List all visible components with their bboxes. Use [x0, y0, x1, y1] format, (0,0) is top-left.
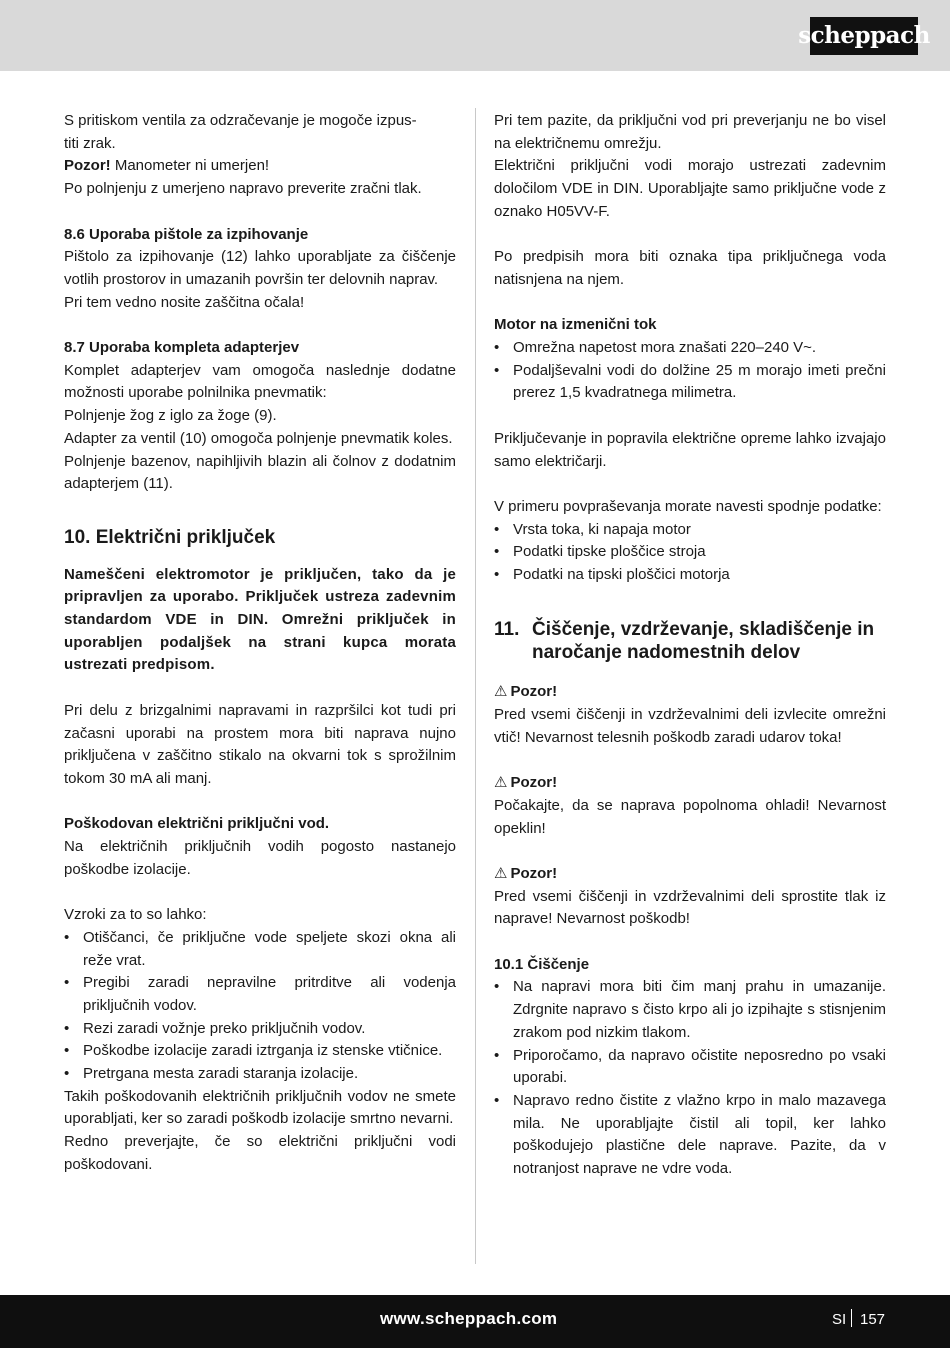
section-8-6-text: Pištolo za izpihovanje (12) lahko uporabljate za čiščenje votlih prostorov in umazanih površin ter delovnih naprav.	[64, 248, 456, 288]
list-item: • Podatki na tipski ploščici motorja	[494, 564, 886, 587]
cable-marking-text: Po predpisih mora biti oznaka tipa priključnega voda natisnjena na njem.	[494, 248, 886, 288]
list-item: • Na napravi mora biti čim manj prahu in umazanije. Zdrgnite napravo s čisto krpo ali jo izpihajte s stisnjenim zrakom pod nizkim tlakom.	[494, 976, 886, 1044]
list-item: • Podatki tipske ploščice stroja	[494, 541, 886, 564]
section-11-number: 11.	[494, 619, 520, 641]
list-item: • Rezi zaradi vožnje preko priključnih vodov.	[64, 1018, 456, 1041]
section-11-title	[494, 618, 886, 664]
page-number: 157	[860, 1311, 886, 1328]
ac-motor-title: Motor na izmenični tok	[494, 316, 657, 334]
check-cables-text: Redno preverjajte, če so električni priključni vodi poškodovani.	[64, 1133, 456, 1173]
right-column	[494, 110, 886, 1181]
cleaning-list	[494, 976, 886, 1180]
list-item: • Priporočamo, da napravo očistite neposredno po vsaki uporabi.	[494, 1045, 886, 1090]
page-header	[0, 0, 950, 71]
language-code: SI	[832, 1311, 847, 1328]
warning-icon: ⚠	[494, 683, 508, 701]
section-8-7-line4: Polnjenje bazenov, napihljivih blazin ali čolnov z dodatnim adapterjem (11).	[64, 452, 456, 493]
left-column	[64, 110, 456, 1177]
footer-separator	[851, 1309, 852, 1327]
section-10-rcd-text: Pri delu z brizgalnimi napravami in razpršilci kot tudi pri začasni uporabi na prostem mora biti naprava nujno priključena v zaščitno stikalo na okvarni tok s sprožilnim tokom 30 mA ali manj.	[64, 701, 456, 787]
section-8-7-line3: Adapter za ventil (10) omogoča polnjenje pnevmatik koles.	[64, 429, 453, 447]
section-10-lead: Nameščeni elektromotor je priključen, tako da je pripravljen za uporabo. Priključek ustreza zadevnim standardom VDE in DIN. Omrežni priključek in uporabljen podaljšek na strani kupca morata ustrezati predpisom.	[64, 565, 456, 674]
ac-motor-list	[494, 337, 886, 405]
list-item: • Vrsta toka, ki napaja motor	[494, 519, 886, 542]
section-8-7-title: 8.7 Uporaba kompleta adapterjev	[64, 339, 300, 356]
warning-label-1: ⚠ Pozor!	[494, 681, 886, 704]
section-8-7-line1: Komplet adapterjev vam omogoča naslednje dodatne možnosti uporabe polnilnika pnevmatik:	[64, 361, 456, 402]
inquiry-text: V primeru povpraševanja morate navesti spodnje podatke:	[494, 497, 882, 515]
section-10-title: 10. Električni priključek	[64, 526, 276, 548]
list-item: • Omrežna napetost mora znašati 220–240 V~.	[494, 337, 886, 360]
vent-text-line2: titi zrak.	[64, 134, 116, 152]
warning-label-2: ⚠ Pozor!	[494, 772, 886, 795]
section-10-1-title: 10.1 Čiščenje	[494, 955, 590, 973]
list-item: • Pregibi zaradi nepravilne pritrditve ali vodenja priključnih vodov.	[64, 972, 456, 1017]
section-11-heading: Čiščenje, vzdrževanje, skladiščenje in naročanje nadomestnih delov	[532, 619, 875, 664]
warning-icon: ⚠	[494, 864, 508, 882]
warning-icon: ⚠	[494, 774, 508, 792]
list-item: • Napravo redno čistite z vlažno krpo in malo mazavega mila. Ne uporabljajte čistil ali topil, ker lahko poškodujejo plastične dele naprave. Pazite, da v notranjost naprave ne vdre voda.	[494, 1090, 886, 1181]
damaged-cable-title: Poškodovan električni priključni vod.	[64, 815, 330, 833]
website-link[interactable]: www.scheppach.com	[380, 1309, 558, 1328]
cable-standard-text: Električni priključni vodi morajo ustrezati zadevnim določilom VDE in DIN. Uporabljajte samo priključne vode z oznako H05VV-F.	[494, 157, 886, 220]
list-item: • Pretrgana mesta zaradi staranja izolacije.	[64, 1063, 456, 1086]
cable-check-text: Pri tem pazite, da priključni vod pri preverjanju ne bo visel na električnemu omrežju.	[494, 112, 886, 152]
section-8-7-line2: Polnjenje žog z iglo za žoge (9).	[64, 407, 277, 425]
list-item: • Podaljševalni vodi do dolžine 25 m morajo imeti prečni prerez 1,5 kvadratnega milimetra.	[494, 360, 886, 405]
warning-text-2: Počakajte, da se naprava popolnoma ohladi! Nevarnost opeklin!	[494, 796, 886, 837]
manometer-text: Manometer ni umerjen!	[110, 157, 270, 175]
causes-list	[64, 927, 456, 1086]
brand-logo: scheppach	[810, 17, 918, 55]
list-item: • Otiščanci, če priključne vode speljete skozi okna ali reže vrat.	[64, 927, 456, 972]
warning-text-1: Pred vsemi čiščenji in vzdrževalnimi deli izvlecite omrežni vtič! Nevarnost telesnih poškodb zaradi udarov toka!	[494, 706, 886, 746]
electrician-text: Priključevanje in popravila električne opreme lahko izvajajo samo električarji.	[494, 429, 886, 470]
pozor-label: Pozor!	[64, 157, 111, 175]
causes-after-text: Takih poškodovanih električnih priključnih vodov ne smete uporabljati, ker so zaradi poškodb izolacije smrtno nevarni.	[64, 1087, 456, 1128]
manometer-warning	[64, 155, 456, 178]
damaged-cable-text: Na električnih priključnih vodih pogosto nastanejo poškodbe izolacije.	[64, 838, 456, 878]
section-8-6-title: 8.6 Uporaba pištole za izpihovanje	[64, 225, 309, 243]
causes-intro: Vzroki za to so lahko:	[64, 906, 207, 924]
list-item: • Poškodbe izolacije zaradi iztrganja iz stenske vtičnice.	[64, 1040, 456, 1063]
column-divider	[475, 108, 476, 1264]
vent-text-line1: S pritiskom ventila za odzračevanje je mogoče izpus-	[64, 112, 417, 129]
section-8-6-goggles: Pri tem vedno nosite zaščitna očala!	[64, 293, 305, 311]
inquiry-list	[494, 519, 886, 587]
page-footer	[0, 1295, 950, 1348]
warning-label-3: ⚠ Pozor!	[494, 863, 886, 886]
warning-text-3: Pred vsemi čiščenji in vzdrževalnimi deli sprostite tlak iz naprave! Nevarnost poškodb!	[494, 887, 886, 928]
pressure-check-text: Po polnjenju z umerjeno napravo preverite zračni tlak.	[64, 180, 422, 198]
